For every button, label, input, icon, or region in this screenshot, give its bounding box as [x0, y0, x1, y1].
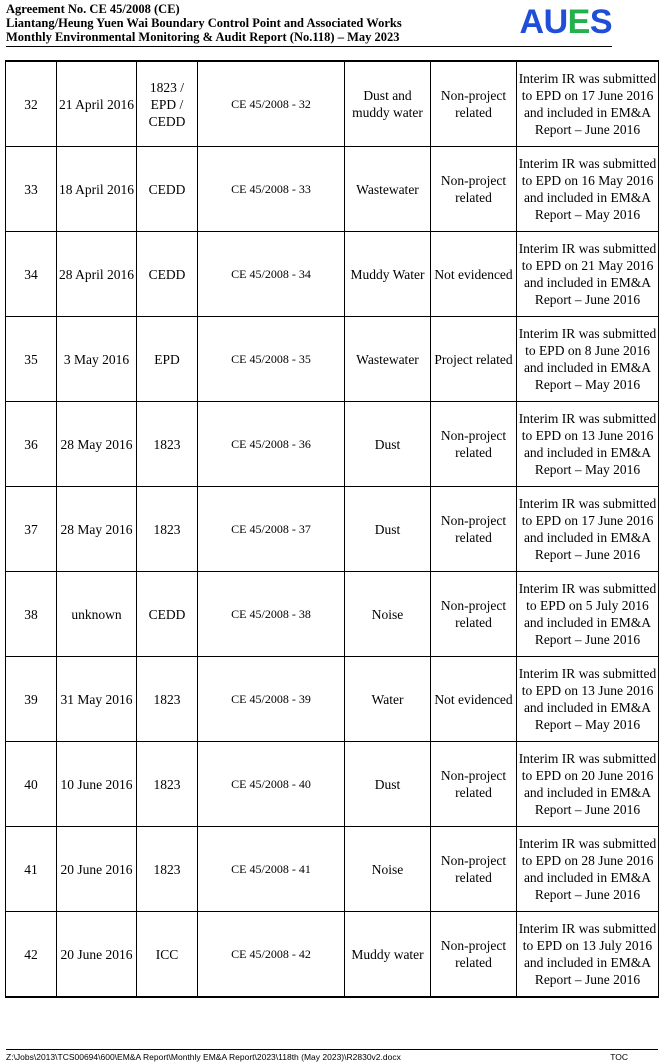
cell-nature: Noise — [345, 572, 431, 657]
cell-nature: Dust — [345, 742, 431, 827]
cell-remark: Interim IR was submitted to EPD on 21 May 2016 and included in EM&A Report – June 2016 — [517, 232, 659, 317]
logo-letter-a: A — [519, 3, 544, 41]
cell-status: Non-project related — [431, 402, 517, 487]
cell-date: 28 May 2016 — [57, 402, 137, 487]
cell-date: 20 June 2016 — [57, 912, 137, 998]
cell-date: 3 May 2016 — [57, 317, 137, 402]
agreement-number: Agreement No. CE 45/2008 (CE) — [6, 2, 180, 16]
cell-status: Non-project related — [431, 487, 517, 572]
cell-nature: Dust — [345, 402, 431, 487]
cell-reference-no: CE 45/2008 - 36 — [198, 402, 345, 487]
cell-received-from: CEDD — [137, 232, 198, 317]
cell-nature: Water — [345, 657, 431, 742]
cell-nature: Noise — [345, 827, 431, 912]
cell-received-from: ICC — [137, 912, 198, 998]
cell-complaint-no: 40 — [6, 742, 57, 827]
cell-status: Project related — [431, 317, 517, 402]
cell-complaint-no: 41 — [6, 827, 57, 912]
cell-received-from: 1823 / EPD / CEDD — [137, 61, 198, 147]
cell-complaint-no: 34 — [6, 232, 57, 317]
cell-date: 28 May 2016 — [57, 487, 137, 572]
cell-received-from: 1823 — [137, 402, 198, 487]
table-row — [6, 61, 659, 147]
cell-date: 28 April 2016 — [57, 232, 137, 317]
cell-reference-no: CE 45/2008 - 40 — [198, 742, 345, 827]
cell-complaint-no: 35 — [6, 317, 57, 402]
cell-reference-no: CE 45/2008 - 34 — [198, 232, 345, 317]
cell-date: 10 June 2016 — [57, 742, 137, 827]
file-path: Z:\Jobs\2013\TCS00694\600\EM&A Report\Monthly EM&A Report\2023\118th (May 2023)\R2830v2.docx — [6, 1052, 401, 1062]
cell-nature: Wastewater — [345, 147, 431, 232]
cell-nature: Muddy water — [345, 912, 431, 998]
cell-status: Non-project related — [431, 572, 517, 657]
cell-nature: Dust and muddy water — [345, 61, 431, 147]
cell-status: Non-project related — [431, 147, 517, 232]
cell-remark: Interim IR was submitted to EPD on 17 June 2016 and included in EM&A Report – June 2016 — [517, 487, 659, 572]
cell-remark: Interim IR was submitted to EPD on 28 June 2016 and included in EM&A Report – June 2016 — [517, 827, 659, 912]
cell-received-from: CEDD — [137, 572, 198, 657]
cell-remark: Interim IR was submitted to EPD on 13 June 2016 and included in EM&A Report – May 2016 — [517, 402, 659, 487]
cell-complaint-no: 42 — [6, 912, 57, 998]
cell-status: Not evidenced — [431, 232, 517, 317]
logo-letter-s: S — [589, 3, 612, 41]
cell-complaint-no: 32 — [6, 61, 57, 147]
cell-remark: Interim IR was submitted to EPD on 13 July 2016 and included in EM&A Report – June 2016 — [517, 912, 659, 998]
table-row — [6, 317, 659, 402]
table-row — [6, 912, 659, 998]
cell-date: 21 April 2016 — [57, 61, 137, 147]
cell-received-from: 1823 — [137, 742, 198, 827]
cell-complaint-no: 36 — [6, 402, 57, 487]
cell-remark: Interim IR was submitted to EPD on 5 July 2016 and included in EM&A Report – June 2016 — [517, 572, 659, 657]
cell-status: Non-project related — [431, 912, 517, 998]
cell-remark: Interim IR was submitted to EPD on 13 June 2016 and included in EM&A Report – May 2016 — [517, 657, 659, 742]
complaint-log-table — [5, 60, 659, 998]
cell-complaint-no: 38 — [6, 572, 57, 657]
cell-date: 31 May 2016 — [57, 657, 137, 742]
cell-remark: Interim IR was submitted to EPD on 20 June 2016 and included in EM&A Report – June 2016 — [517, 742, 659, 827]
table-row — [6, 402, 659, 487]
table-row — [6, 657, 659, 742]
cell-received-from: 1823 — [137, 657, 198, 742]
project-title: Liantang/Heung Yuen Wai Boundary Control Point and Associated Works — [6, 16, 402, 30]
cell-reference-no: CE 45/2008 - 37 — [198, 487, 345, 572]
cell-received-from: EPD — [137, 317, 198, 402]
cell-status: Non-project related — [431, 61, 517, 147]
footer-code: TOC — [610, 1052, 628, 1062]
cell-complaint-no: 37 — [6, 487, 57, 572]
page-footer — [6, 1049, 658, 1064]
aues-logo — [520, 3, 613, 41]
cell-nature: Wastewater — [345, 317, 431, 402]
cell-reference-no: CE 45/2008 - 41 — [198, 827, 345, 912]
cell-reference-no: CE 45/2008 - 38 — [198, 572, 345, 657]
cell-remark: Interim IR was submitted to EPD on 8 June 2016 and included in EM&A Report – May 2016 — [517, 317, 659, 402]
logo-letter-u: U — [543, 3, 568, 41]
page-header — [6, 2, 612, 47]
cell-reference-no: CE 45/2008 - 32 — [198, 61, 345, 147]
cell-date: 18 April 2016 — [57, 147, 137, 232]
report-title: Monthly Environmental Monitoring & Audit Report (No.118) – May 2023 — [6, 30, 400, 44]
cell-received-from: 1823 — [137, 827, 198, 912]
cell-date: 20 June 2016 — [57, 827, 137, 912]
table-row — [6, 572, 659, 657]
cell-reference-no: CE 45/2008 - 39 — [198, 657, 345, 742]
cell-reference-no: CE 45/2008 - 42 — [198, 912, 345, 998]
table-row — [6, 487, 659, 572]
table-row — [6, 827, 659, 912]
cell-status: Not evidenced — [431, 657, 517, 742]
cell-received-from: CEDD — [137, 147, 198, 232]
cell-remark: Interim IR was submitted to EPD on 16 May 2016 and included in EM&A Report – May 2016 — [517, 147, 659, 232]
table-row — [6, 232, 659, 317]
cell-status: Non-project related — [431, 827, 517, 912]
cell-reference-no: CE 45/2008 - 33 — [198, 147, 345, 232]
table-row — [6, 147, 659, 232]
cell-status: Non-project related — [431, 742, 517, 827]
cell-date: unknown — [57, 572, 137, 657]
cell-nature: Muddy Water — [345, 232, 431, 317]
cell-complaint-no: 39 — [6, 657, 57, 742]
table-body — [6, 61, 659, 997]
table-row — [6, 742, 659, 827]
cell-reference-no: CE 45/2008 - 35 — [198, 317, 345, 402]
cell-received-from: 1823 — [137, 487, 198, 572]
cell-complaint-no: 33 — [6, 147, 57, 232]
cell-remark: Interim IR was submitted to EPD on 17 June 2016 and included in EM&A Report – June 2016 — [517, 61, 659, 147]
cell-nature: Dust — [345, 487, 431, 572]
logo-letter-e: E — [567, 3, 590, 41]
